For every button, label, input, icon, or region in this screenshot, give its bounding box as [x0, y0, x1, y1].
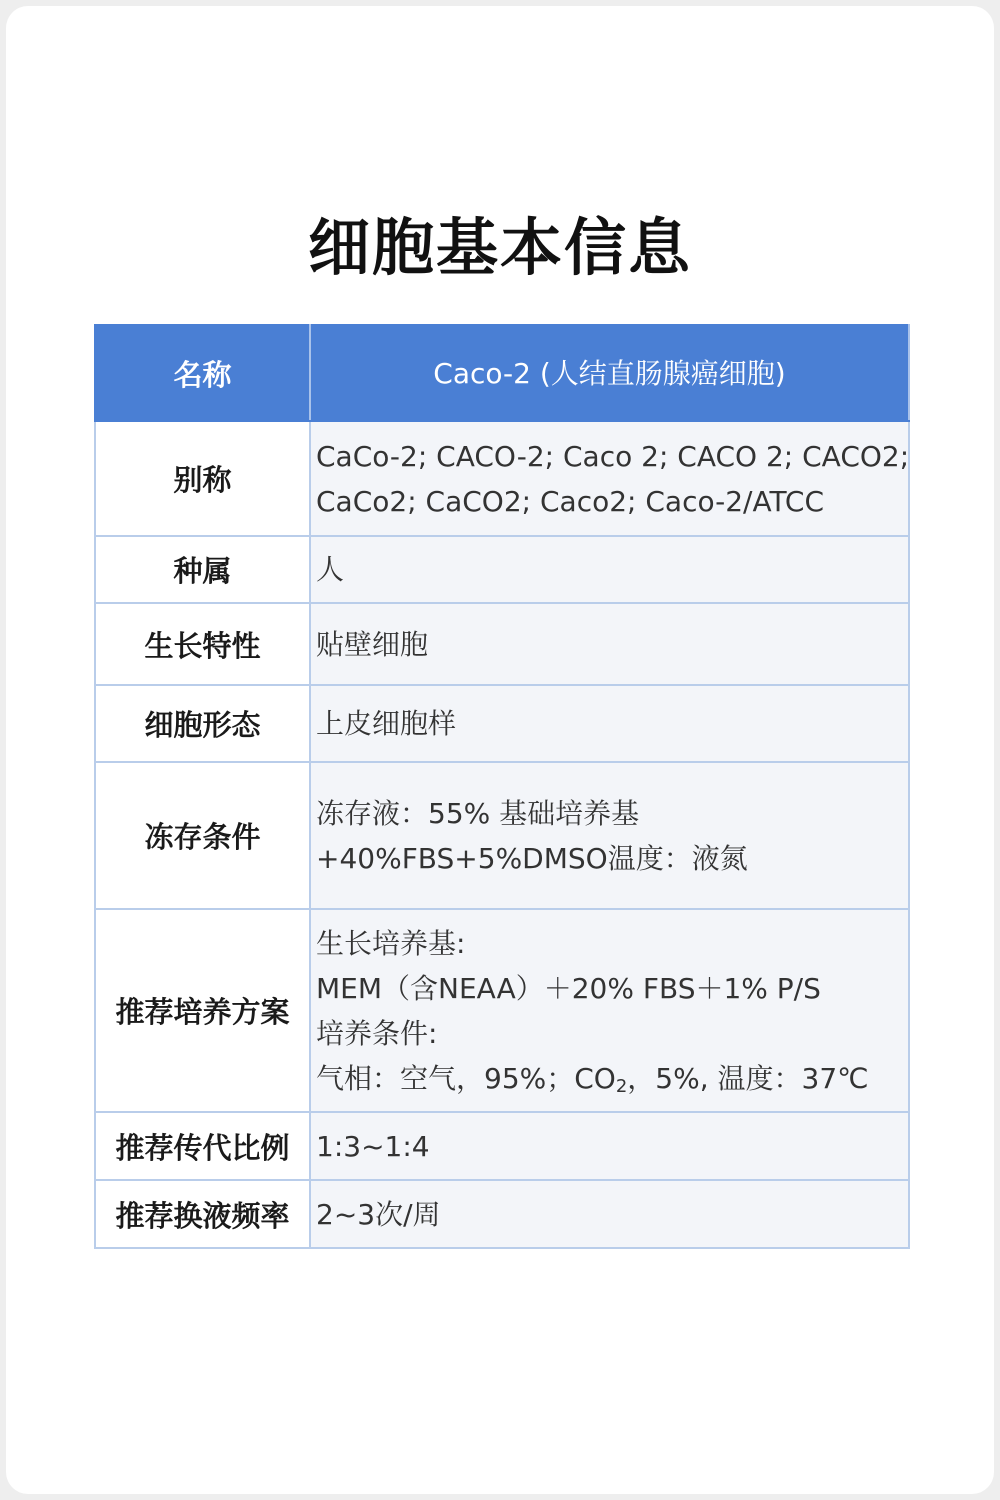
medium-change-line-1: 2~3次/周 — [316, 1197, 441, 1231]
table-row-growth — [95, 603, 909, 685]
culture-line-1: 生长培养基: — [316, 926, 466, 960]
freezing-line-2: +40%FBS+5%DMSO温度：液氮 — [316, 841, 748, 875]
table-header-row — [95, 325, 909, 421]
freezing-line-1: 冻存液：55% 基础培养基 — [316, 796, 640, 830]
culture-line-2: MEM（含NEAA）＋20% FBS＋1% P/S — [316, 971, 821, 1005]
table-row-alias — [95, 421, 909, 536]
culture-line-3: 培养条件: — [316, 1016, 438, 1050]
alias-line-2: CaCo2; CaCO2; Caco2; Caco-2/ATCC — [316, 484, 825, 518]
row-value-freezing — [310, 762, 909, 909]
row-value-culture — [310, 909, 909, 1112]
table-row-medium-change — [95, 1180, 909, 1248]
row-label-species: 种属 — [95, 536, 310, 603]
culture-co2-subscript: 2 — [615, 1075, 628, 1097]
row-label-culture: 推荐培养方案 — [95, 909, 310, 1112]
culture-line-4-b: ，5%, 温度：37℃ — [627, 1061, 869, 1095]
table-row-morphology — [95, 685, 909, 762]
species-line-1: 人 — [316, 553, 345, 586]
cell-info-table — [94, 324, 910, 1249]
row-value-species — [310, 536, 909, 603]
row-value-passage — [310, 1112, 909, 1180]
growth-line-1: 贴壁细胞 — [316, 627, 429, 661]
table-row-species — [95, 536, 909, 603]
table-row-freezing — [95, 762, 909, 909]
alias-line-1: CaCo-2; CACO-2; Caco 2; CACO 2; CACO2; — [316, 439, 910, 473]
culture-line-4-a: 气相：空气，95%；CO — [316, 1061, 616, 1095]
morphology-line-1: 上皮细胞样 — [316, 707, 457, 740]
row-value-growth — [310, 603, 909, 685]
row-label-freezing: 冻存条件 — [95, 762, 310, 909]
row-value-medium-change — [310, 1180, 909, 1248]
culture-line-4 — [316, 1056, 908, 1101]
page-title: 细胞基本信息 — [307, 211, 692, 284]
table-row-passage — [95, 1112, 909, 1180]
header-label: 名称 — [95, 325, 310, 421]
row-label-growth: 生长特性 — [95, 603, 310, 685]
row-label-alias: 别称 — [95, 421, 310, 536]
passage-line-1: 1:3~1:4 — [316, 1129, 430, 1163]
row-label-medium-change: 推荐换液频率 — [95, 1180, 310, 1248]
row-label-morphology: 细胞形态 — [95, 685, 310, 762]
row-label-passage: 推荐传代比例 — [95, 1112, 310, 1180]
row-value-alias — [310, 421, 909, 536]
header-value: Caco-2 (人结直肠腺癌细胞) — [310, 325, 909, 421]
table-row-culture — [95, 909, 909, 1112]
row-value-morphology — [310, 685, 909, 762]
